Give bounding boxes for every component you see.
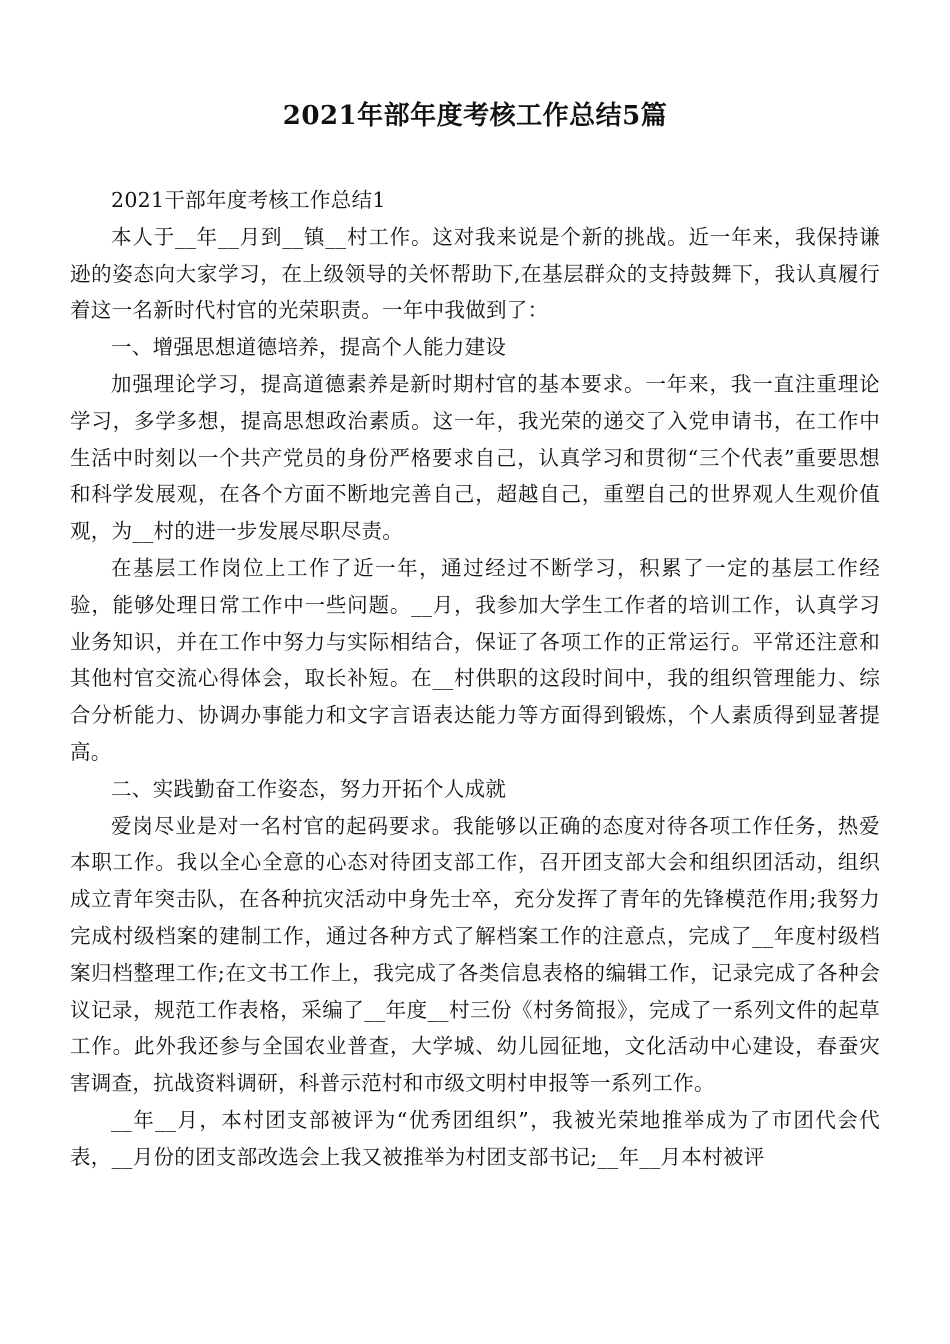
body-paragraph: __年__月，本村团支部被评为“优秀团组织”，我被光荣地推举成为了市团代会代表，__月份的团支部改选会上我又被推举为村团支部书记;__年__月本村被评 [70,1107,880,1169]
body-paragraph: 本人于__年__月到__镇__村工作。这对我来说是个新的挑战。近一年来，我保持谦逊的姿态向大家学习，在上级领导的关怀帮助下,在基层群众的支持鼓舞下，我认真履行着这一名新时代村官的光荣职责。一年中我做到了： [70,224,880,323]
section-heading: 2021干部年度考核工作总结1 [111,188,386,212]
document-body [70,182,880,1176]
body-paragraph: 加强理论学习，提高道德素养是新时期村官的基本要求。一年来，我一直注重理论学习，多学多想，提高思想政治素质。这一年，我光荣的递交了入党申请书，在工作中生活中时刻以一个共产党员的身份严格要求自己，认真学习和贯彻“三个代表”重要思想和科学发展观，在各个方面不断地完善自己，超越自己，重塑自己的世界观人生观价值观，为__村的进一步发展尽职尽责。 [70,371,880,544]
document-title: 2021年部年度考核工作总结5篇 [282,101,668,131]
body-paragraph: 爱岗尽业是对一名村官的起码要求。我能够以正确的态度对待各项工作任务，热爱本职工作。我以全心全意的心态对待团支部工作，召开团支部大会和组织团活动，组织成立青年突击队，在各种抗灾活动中身先士卒，充分发挥了青年的先锋模范作用;我努力完成村级档案的建制工作，通过各种方式了解档案工作的注意点，完成了__年度村级档案归档整理工作;在文书工作上，我完成了各类信息表格的编辑工作，记录完成了各种会议记录，规范工作表格，采编了__年度__村三份《村务简报》，完成了一系列文件的起草工作。此外我还参与全国农业普查，大学城、幼儿园征地，文化活动中心建设，春蚕灾害调查，抗战资料调研，科普示范村和市级文明村申报等一系列工作。 [70,813,880,1096]
section-heading: 一、增强思想道德培养，提高个人能力建设 [111,335,507,360]
body-paragraph: 在基层工作岗位上工作了近一年，通过经过不断学习，积累了一定的基层工作经验，能够处理日常工作中一些问题。__月，我参加大学生工作者的培训工作，认真学习业务知识，并在工作中努力与实际相结合，保证了各项工作的正常运行。平常还注意和其他村官交流心得体会，取长补短。在__村供职的这段时间中，我的组织管理能力、综合分析能力、协调办事能力和文字言语表达能力等方面得到锻炼，个人素质得到显著提高。 [70,555,880,764]
section-heading: 二、实践勤奋工作姿态，努力开拓个人成就 [111,776,507,801]
